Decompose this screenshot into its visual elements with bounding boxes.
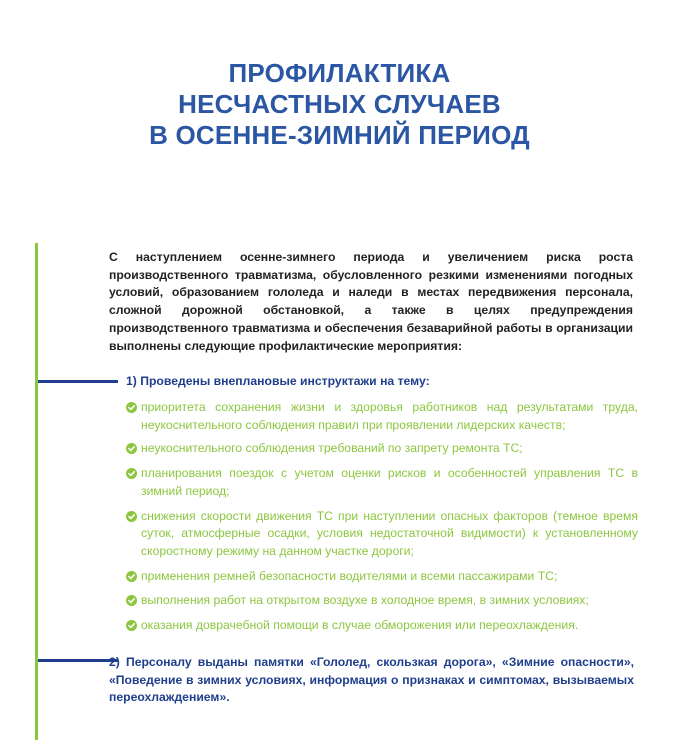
list-item: [126, 465, 638, 500]
check-circle-icon: [126, 468, 137, 479]
list-item: [126, 568, 638, 586]
section1-divider: [38, 380, 118, 383]
list-item: [126, 617, 638, 635]
list-item-text: планирования поездок с учетом оценки рисков и особенностей управления ТС в зимний период;: [141, 466, 638, 498]
check-circle-icon: [126, 595, 137, 606]
intro-paragraph: С наступлением осенне-зимнего периода и увеличением риска роста производственного травматизма, обусловленного резкими изменениями погодных условий, образованием гололеда и наледи в местах передвижения персонала, сложной дорожной обстановкой, а также в целях предупреждения производственного травматизма и обеспечения безаварийной работы в организации выполнены следующие профилактические мероприятия:: [109, 250, 633, 353]
green-accent-bar: [35, 243, 38, 740]
list-item: [126, 440, 638, 458]
measures-list: [126, 399, 638, 635]
check-circle-icon: [126, 511, 137, 522]
page-title: [0, 58, 679, 151]
list-item: [126, 508, 638, 561]
check-circle-icon: [126, 402, 137, 413]
section2-divider: [38, 659, 118, 662]
check-circle-icon: [126, 571, 137, 582]
list-item-text: приоритета сохранения жизни и здоровья работников над результатами труда, неукоснительного соблюдения правил при проявлении лидерских качеств;: [141, 400, 638, 432]
section2-paragraph: 2) Персоналу выданы памятки «Гололед, скользкая дорога», «Зимние опасности», «Поведение в зимних условиях, информация о признаках и симптомах, вызываемых переохлаждением».: [109, 655, 634, 705]
list-item: [126, 592, 638, 610]
title-line-3: В ОСЕННЕ-ЗИМНИЙ ПЕРИОД: [149, 120, 530, 150]
list-item-text: оказания доврачебной помощи в случае обморожения или переохлаждения.: [141, 618, 579, 633]
list-item-text: снижения скорости движения ТС при наступлении опасных факторов (темное время суток, атмосферные осадки, условия недостаточной видимости) к установленному скоростному режиму на данном участке дороги;: [141, 508, 638, 558]
list-item: [126, 399, 638, 434]
list-item-text: выполнения работ на открытом воздухе в холодное время, в зимних условиях;: [141, 593, 589, 608]
section1-heading: 1) Проведены внеплановые инструктажи на тему:: [126, 374, 430, 388]
list-item-text: применения ремней безопасности водителями и всеми пассажирами ТС;: [141, 568, 558, 583]
check-circle-icon: [126, 620, 137, 631]
title-line-2: НЕСЧАСТНЫХ СЛУЧАЕВ: [178, 89, 501, 119]
list-item-text: неукоснительного соблюдения требований по запрету ремонта ТС;: [141, 441, 523, 456]
title-line-1: ПРОФИЛАКТИКА: [228, 58, 451, 88]
check-circle-icon: [126, 443, 137, 454]
